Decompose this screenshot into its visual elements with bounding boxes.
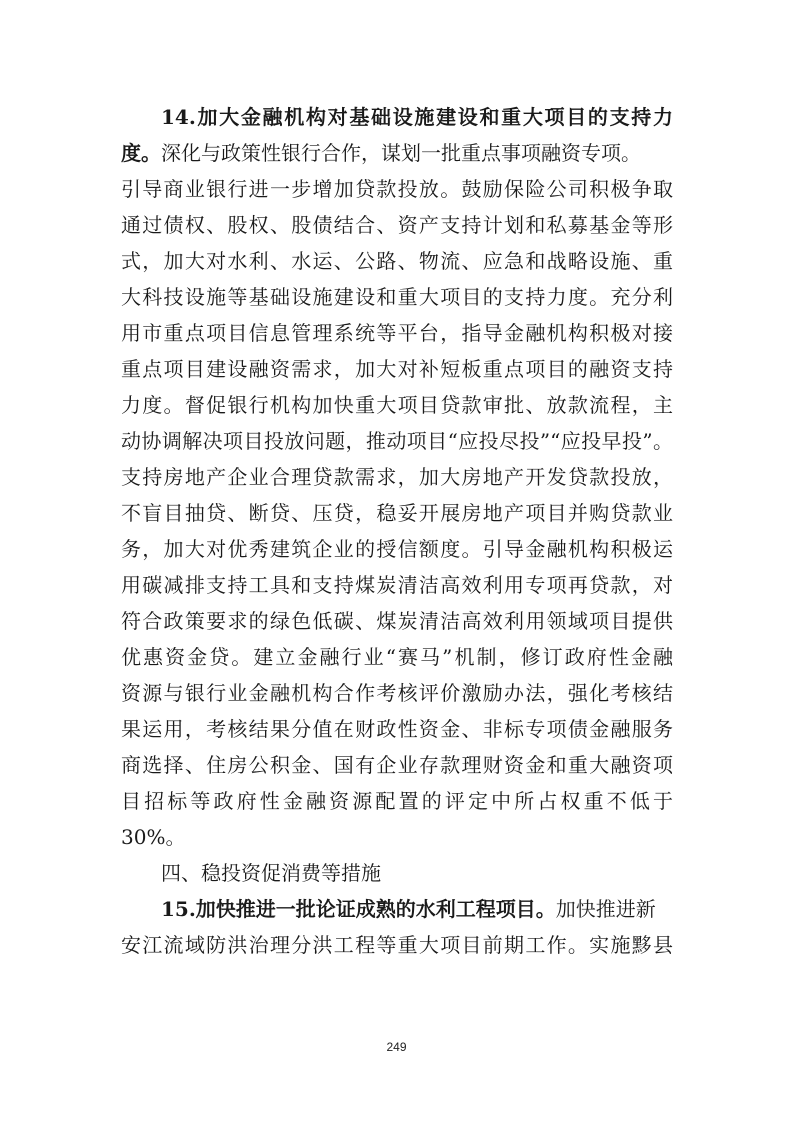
- paragraph-line: 大科技设施等基础设施建设和重大项目的支持力度。充分利: [121, 285, 673, 309]
- paragraph-15-text: 加快推进新: [555, 897, 656, 921]
- paragraph-line: 重点项目建设融资需求，加大对补短板重点项目的融资支持: [121, 357, 673, 381]
- paragraph-line: 目招标等政府性金融资源配置的评定中所占权重不低于: [121, 789, 673, 813]
- paragraph-line: 用市重点项目信息管理系统等平台，指导金融机构积极对接: [121, 321, 673, 345]
- paragraph-line: 力度。督促银行机构加快重大项目贷款审批、放款流程，主: [121, 393, 673, 417]
- paragraph-15-line-1: [161, 892, 673, 926]
- paragraph-line: 引导商业银行进一步增加贷款投放。鼓励保险公司积极争取: [121, 177, 673, 201]
- paragraph-line: 式，加大对水利、水运、公路、物流、应急和战略设施、重: [121, 249, 673, 273]
- paragraph-14-heading-end: 度。: [121, 141, 161, 165]
- paragraph-line: 资源与银行业金融机构合作考核评价激励办法，强化考核结: [121, 681, 673, 705]
- paragraph-line: 支持房地产企业合理贷款需求，加大房地产开发贷款投放，: [121, 465, 673, 489]
- paragraph-14-line-2: [121, 136, 673, 170]
- paragraph-line: 商选择、住房公积金、国有企业存款理财资金和重大融资项: [121, 753, 673, 777]
- paragraph-line: 务，加大对优秀建筑企业的授信额度。引导金融机构积极运: [121, 537, 673, 561]
- paragraph-15-line-2: 安江流域防洪治理分洪工程等重大项目前期工作。实施黟县: [121, 933, 673, 957]
- paragraph-line: 果运用，考核结果分值在财政性资金、非标专项债金融服务: [121, 717, 673, 741]
- section-4-title: 四、稳投资促消费等措施: [161, 861, 381, 885]
- paragraph-line: 优惠资金贷。建立金融行业“赛马”机制，修订政府性金融: [121, 645, 673, 669]
- paragraph-15-heading: 15.加快推进一批论证成熟的水利工程项目。: [161, 897, 556, 921]
- page-number: 249: [386, 1040, 407, 1054]
- paragraph-14-heading-line-1: 14.加大金融机构对基础设施建设和重大项目的支持力: [161, 105, 673, 129]
- paragraph-line: 通过债权、股权、股债结合、资产支持计划和私募基金等形: [121, 213, 673, 237]
- paragraph-line: 用碳减排支持工具和支持煤炭清洁高效利用专项再贷款，对: [121, 573, 673, 597]
- paragraph-last-line: 30%。: [121, 825, 186, 849]
- paragraph-line: 动协调解决项目投放问题，推动项目“应投尽投”“应投早投”。: [121, 429, 673, 453]
- paragraph-14-text: 深化与政策性银行合作，谋划一批重点事项融资专项。: [161, 141, 641, 165]
- paragraph-line: 不盲目抽贷、断贷、压贷，稳妥开展房地产项目并购贷款业: [121, 501, 673, 525]
- paragraph-line: 符合政策要求的绿色低碳、煤炭清洁高效利用领域项目提供: [121, 609, 673, 633]
